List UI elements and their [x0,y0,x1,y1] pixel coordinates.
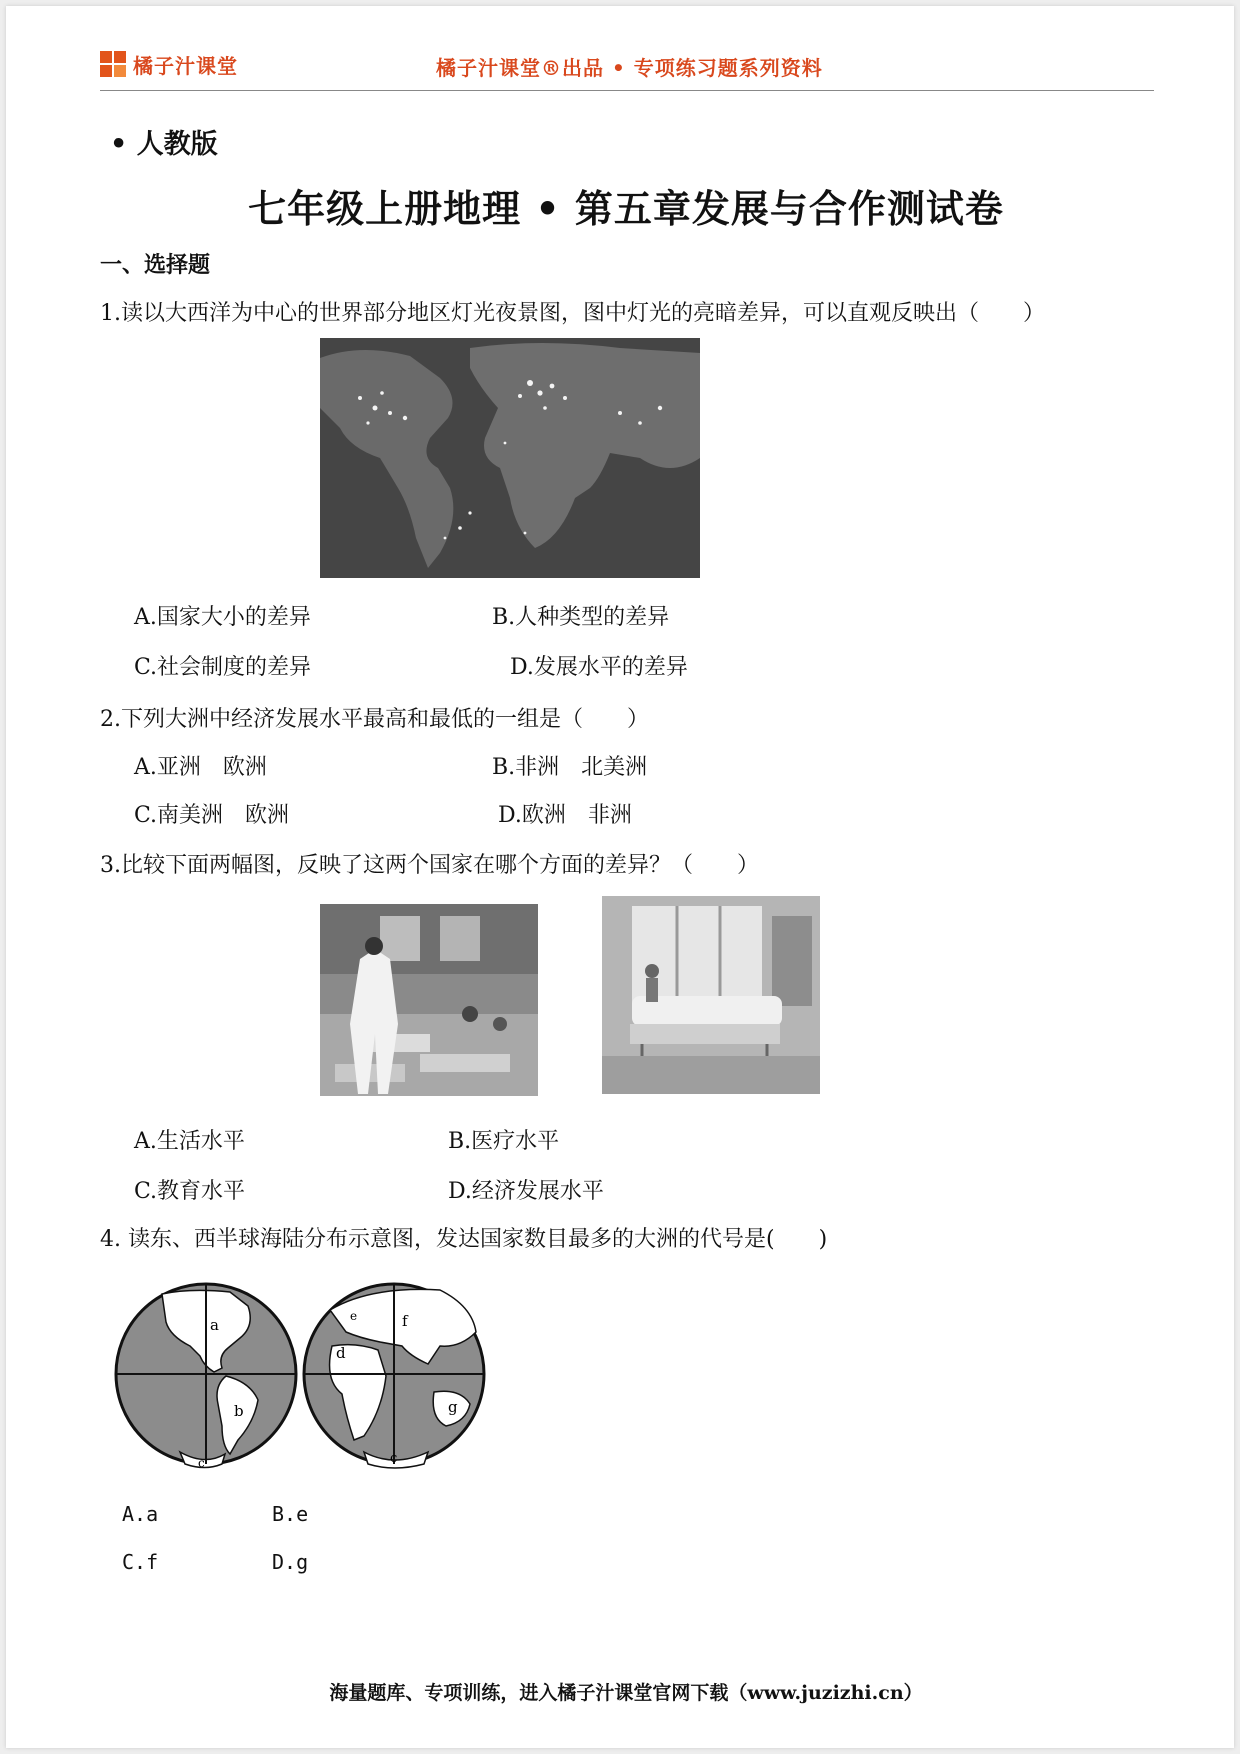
option-4b[interactable]: B.e [272,1502,309,1526]
night-lights-map-image [320,338,700,578]
map-label-f: f [402,1312,408,1330]
option-1c[interactable]: C.社会制度的差异 [134,655,312,680]
western-hemisphere [116,1284,296,1470]
logo-text: 橘子汁课堂 [133,54,238,78]
eastern-hemisphere [304,1284,484,1468]
page-title: 七年级上册地理 • 第五章发展与合作测试卷 [248,186,1004,231]
map-label-e: e [350,1309,358,1323]
option-2a[interactable]: A.亚洲 欧洲 [134,755,267,780]
question-4: 4. 读东、西半球海陆分布示意图，发达国家数目最多的大洲的代号是( ) [100,1227,828,1252]
option-3c[interactable]: C.教育水平 [134,1179,246,1204]
option-3a[interactable]: A.生活水平 [134,1129,245,1154]
option-3d[interactable]: D.经济发展水平 [448,1179,604,1204]
map-label-c-east: c [390,1451,398,1466]
option-2c[interactable]: C.南美洲 欧洲 [134,803,290,828]
option-3b[interactable]: B.医疗水平 [448,1129,560,1154]
document-page [6,6,1234,1748]
question-2: 2.下列大洲中经济发展水平最高和最低的一组是（ ） [100,707,649,732]
modern-hospital-photo [602,896,820,1094]
option-1a[interactable]: A.国家大小的差异 [134,605,311,630]
brand-logo [100,50,238,79]
hemispheres-map-diagram [110,1276,490,1472]
option-4a[interactable]: A.a [122,1502,159,1526]
option-2d[interactable]: D.欧洲 非洲 [498,803,632,828]
map-label-g: g [448,1398,458,1416]
header-divider [100,90,1154,91]
option-4d[interactable]: D.g [272,1550,309,1574]
header-title: 橘子汁课堂®出品 • 专项练习题系列资料 [436,56,823,80]
option-1b[interactable]: B.人种类型的差异 [492,605,670,630]
crowded-hospital-photo [320,904,538,1096]
section-title: 一、选择题 [100,252,211,278]
map-label-a: a [210,1316,219,1334]
option-4c[interactable]: C.f [122,1550,159,1574]
logo-icon [100,51,128,79]
option-1d[interactable]: D.发展水平的差异 [510,655,688,680]
question-1: 1.读以大西洋为中心的世界部分地区灯光夜景图，图中灯光的亮暗差异，可以直观反映出（ ） [100,301,1045,326]
map-label-b: b [234,1402,244,1420]
footer-note: 海量题库、专项训练，进入橘子汁课堂官网下载（www.juzizhi.cn） [329,1682,923,1704]
map-label-d: d [336,1344,346,1362]
option-2b[interactable]: B.非洲 北美洲 [492,755,648,780]
question-3: 3.比较下面两幅图，反映了这两个国家在哪个方面的差异？（ ） [100,853,759,878]
edition-label: • 人教版 [110,129,218,160]
map-label-c-west: c [198,1456,205,1470]
